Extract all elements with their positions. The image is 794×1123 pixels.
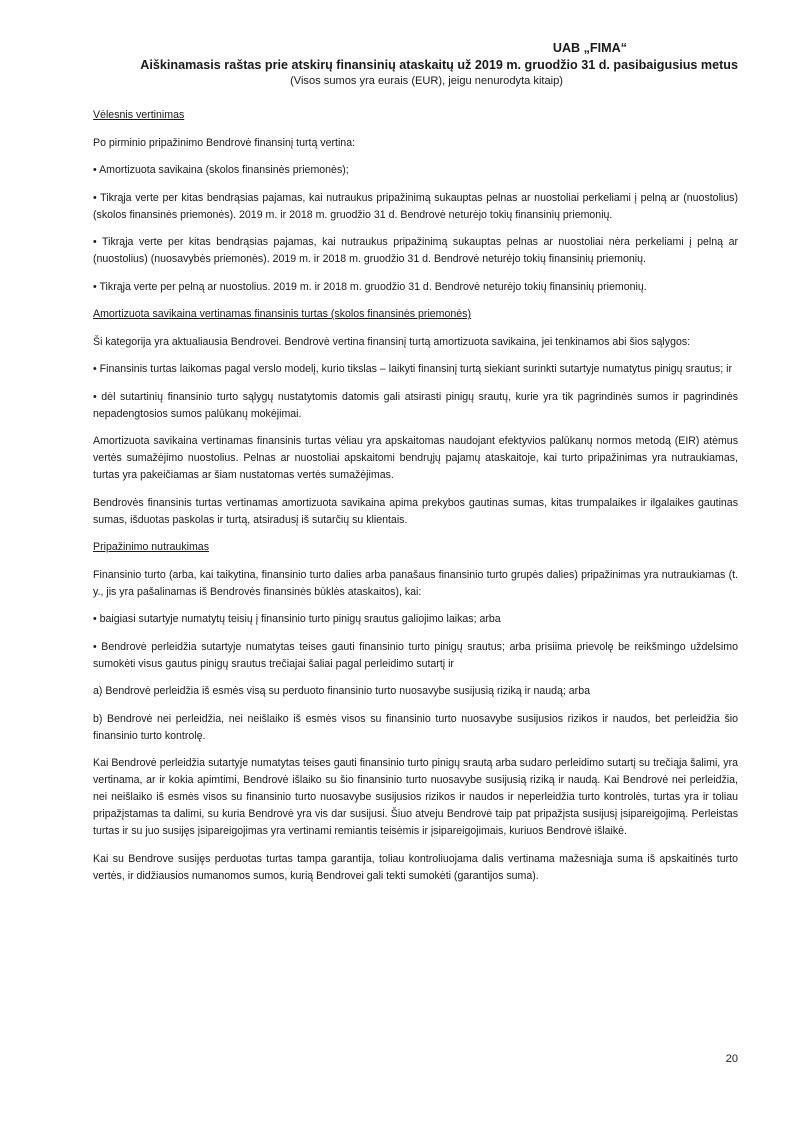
body-paragraph: • Finansinis turtas laikomas pagal verslo modelį, kurio tikslas – laikyti finansinį turtą siekiant surinkti sutartyje numatytus pinigų srautus; ir: [93, 363, 733, 375]
section-heading: Vėlesnis vertinimas: [93, 109, 185, 121]
company-name: UAB „FIMA“: [552, 41, 627, 55]
body-paragraph: • Bendrovė perleidžia sutartyje numatytas teises gauti finansinio turto pinigų srautus; arba prisiima prievolę be reikšmingo uždelsimo sumokėti visus gautus pinigų srautus trečiajai šaliai pagal perleidimo sutartį ir: [93, 640, 738, 670]
document-subtitle: (Visos sumos yra eurais (EUR), jeigu nenurodyta kitaip): [290, 75, 563, 87]
body-paragraph: b) Bendrovė nei perleidžia, nei neišlaiko iš esmės visos su finansinio turto nuosavybe susijusios rizikos ir naudos, bet perleidžia šio finansinio turto kontrolę.: [93, 712, 738, 742]
body-paragraph: • Tikrąja verte per kitas bendrąsias pajamas, kai nutraukus pripažinimą sukauptas pelnas ar nuostoliai perkeliami į pelną ar (nuostolius) (skolos finansinės priemonės). 2019 m. ir 2018 m. gruodžio 31 d. Bendrovė neturėjo tokių finansinių priemonių.: [93, 191, 738, 221]
section-heading: Amortizuota savikaina vertinamas finansinis turtas (skolos finansinės priemonės): [93, 308, 472, 320]
body-paragraph: Amortizuota savikaina vertinamas finansinis turtas vėliau yra apskaitomas naudojant efektyvios palūkanų normos metodą (EIR) atėmus vertės sumažėjimo nuostolius. Pelnas ar nuostoliai apskaitomi bendrųjų pajamų ataskaitoje, kai turto pripažinimas yra nutraukiamas, turtas yra pakeičiamas ar šiam nustatomas vertės sumažėjimas.: [93, 435, 738, 481]
page-number: 20: [725, 1053, 738, 1065]
body-paragraph: • Tikrąja verte per pelną ar nuostolius. 2019 m. ir 2018 m. gruodžio 31 d. Bendrovė neturėjo tokių finansinių priemonių.: [93, 280, 647, 293]
document-header: [60, 40, 738, 89]
body-paragraph: • Amortizuota savikaina (skolos finansinės priemonės);: [93, 164, 349, 176]
document-title: Aiškinamasis raštas prie atskirų finansinių ataskaitų už 2019 m. gruodžio 31 d. pasibaigusius metus: [140, 58, 738, 72]
body-paragraph: • baigiasi sutartyje numatytų teisių į finansinio turto pinigų srautus galiojimo laikas; arba: [93, 613, 501, 625]
body-paragraph: • dėl sutartinių finansinio turto sąlygų nustatytomis datomis gali atsirasti pinigų srautų, kurie yra tik pagrindinės sumos ir pagrindinės nepadengtosios sumos palūkanų mokėjimai.: [93, 390, 738, 420]
section-heading: Pripažinimo nutraukimas: [93, 541, 209, 553]
body-paragraph: Kai su Bendrove susijęs perduotas turtas tampa garantija, toliau kontroliuojama dalis vertinama mažesniąja suma iš apskaitinės turto vertės, ir didžiausios numanomos sumos, kurią Bendrovei gali tekti sumokėti (garantijos suma).: [93, 852, 738, 882]
body-paragraph: Kai Bendrovė perleidžia sutartyje numatytas teises gauti finansinio turto pinigų srautą arba sudaro perleidimo sutartį su trečiąja šalimi, yra vertinama, ar ir kokia apimtimi, Bendrovė išlaiko su šio finansinio turto nuosavybe susijusią riziką ir naudą. Kai Bendrovė nei perleidžia, nei neišlaiko iš esmės visos su finansinio turto nuosavybe susijusios rizikos ir naudos ir neperleidžia turto kontrolės, turtas yra ir toliau pripažįstamas ta dalimi, su kuria Bendrovė yra vis dar susijusi. Šiuo atveju Bendrovė taip pat pripažįsta susijusį įsipareigojimą. Perleistas turtas ir su juo susijęs įsipareigojimas yra vertinami remiantis teisėmis ir įsipareigojimais, kuriuos Bendrovė išlaikė.: [93, 757, 738, 837]
body-paragraph: Finansinio turto (arba, kai taikytina, finansinio turto dalies arba panašaus finansinio turto grupės dalies) pripažinimas yra nutraukiamas (t. y., jis yra pašalinamas iš Bendrovės finansinės būklės ataskaitos), kai:: [93, 568, 738, 598]
body-paragraph: Bendrovės finansinis turtas vertinamas amortizuota savikaina apima prekybos gautinas sumas, kitas trumpalaikes ir ilgalaikes gautinas sumas, išduotas paskolas ir turtą, atsiradusį iš sutarčių su klientais.: [93, 496, 738, 526]
body-paragraph: Ši kategorija yra aktualiausia Bendrovei. Bendrovė vertina finansinį turtą amortizuota savikaina, jei tenkinamos abi šios sąlygos:: [93, 335, 691, 348]
document-body: [93, 107, 738, 895]
body-paragraph: Po pirminio pripažinimo Bendrovė finansinį turtą vertina:: [93, 136, 356, 149]
body-paragraph: • Tikrąja verte per kitas bendrąsias pajamas, kai nutraukus pripažinimą sukauptas pelnas ar nuostoliai nėra perkeliami į pelną ar (nuostolius) (nuosavybės priemonės). 2019 m. ir 2018 m. gruodžio 31 d. Bendrovė neturėjo tokių finansinių priemonių.: [93, 236, 738, 265]
body-paragraph: a) Bendrovė perleidžia iš esmės visą su perduoto finansinio turto nuosavybe susijusią riziką ir naudą; arba: [93, 685, 590, 697]
